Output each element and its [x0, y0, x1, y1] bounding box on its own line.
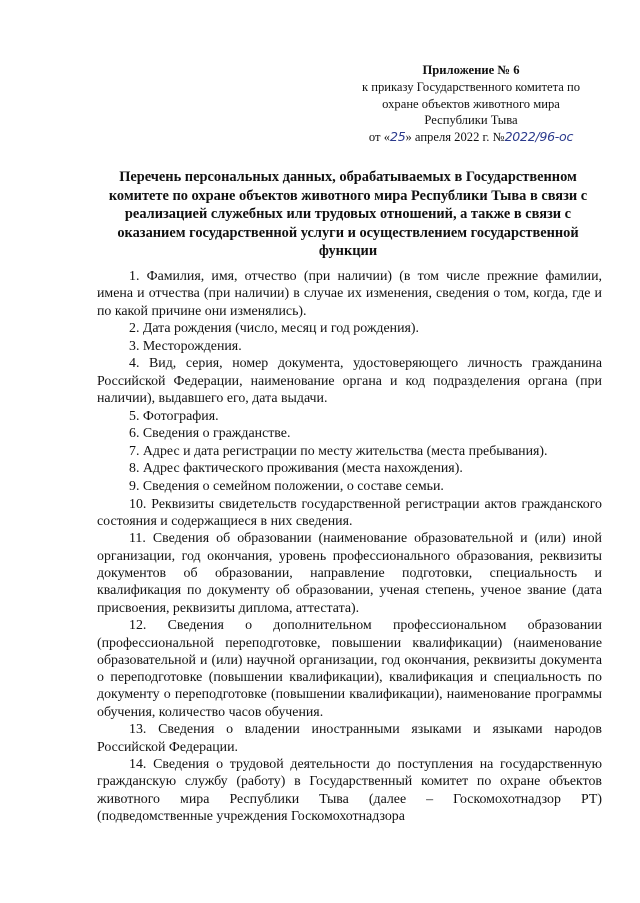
document-title: Перечень персональных данных, обрабатываемых в Государственном комитете по охране объектов животного мира Республики Тыва в связи с реализацией служебных или трудовых отношений, а также в связи с оказанием государственной услуги и осуществлением государственной функции — [108, 169, 588, 260]
list-item: 12. Сведения о дополнительном профессиональном образовании (профессиональной переподготовке, повышении квалификации) (наименование образовательной и (или) научной организации, год окончания, реквизиты документа о переподготовке (повышении квалификации), квалификация и специальность по документу о переподготовке (повышении квалификации), наименование программы обучения, количество часов обучения. — [97, 618, 602, 720]
handwritten-day: 25 — [390, 129, 406, 145]
list-item: 13. Сведения о владении иностранными языками и языками народов Российской Федерации. — [97, 722, 602, 755]
date-prefix: от « — [368, 130, 391, 145]
list-item: 3. Месторождения. — [129, 338, 242, 354]
list-item: 4. Вид, серия, номер документа, удостоверяющего личность гражданина Российской Федерации, наименование органа и код подразделения органа (при наличии), выдавшего его, дата выдачи. — [97, 356, 602, 406]
list-item: 10. Реквизиты свидетельств государственной регистрации актов гражданского состояния и содержащиеся в них сведения. — [97, 496, 602, 529]
item-list — [97, 268, 602, 825]
list-item: 1. Фамилия, имя, отчество (при наличии) (в том числе прежние фамилии, имена и отчества (при наличии) в случае их изменения, сведения о том, когда, где и по какой причине они изменялись). — [97, 269, 602, 319]
appendix-date-line — [340, 129, 602, 146]
appendix-line-1: к приказу Государственного комитета по — [361, 79, 581, 94]
list-item: 14. Сведения о трудовой деятельности до поступления на государственную гражданскую службу (работу) в Государственный комитет по охране объектов животного мира Республики Тыва (далее – Госкомохотнадзор РТ) (подведомственные учреждения Госкомохотнадзора — [97, 757, 602, 825]
list-item: 11. Сведения об образовании (наименование образовательной и (или) иной организации, год окончания, уровень профессионального образования, реквизиты документов об образовании, направление подготовки, специальность и квалификация по документу об образовании, ученая степень, ученое звание (дата присвоения, реквизиты диплома, аттестата). — [97, 531, 602, 616]
list-item: 5. Фотография. — [129, 408, 219, 424]
date-middle: » апреля 2022 г. № — [405, 130, 505, 145]
appendix-title: Приложение № 6 — [422, 63, 520, 77]
appendix-line-3: Республики Тыва — [424, 113, 518, 128]
list-item: 8. Адрес фактического проживания (места нахождения). — [129, 461, 463, 477]
list-item: 9. Сведения о семейном положении, о составе семьи. — [129, 478, 444, 494]
handwritten-order-number: 2022/96-ос — [504, 129, 574, 145]
list-item: 6. Сведения о гражданстве. — [129, 426, 291, 442]
list-item: 7. Адрес и дата регистрации по месту жительства (места пребывания). — [129, 443, 548, 459]
appendix-header — [340, 62, 602, 146]
list-item: 2. Дата рождения (число, месяц и год рождения). — [129, 321, 420, 337]
appendix-line-2: охране объектов животного мира — [382, 96, 560, 111]
